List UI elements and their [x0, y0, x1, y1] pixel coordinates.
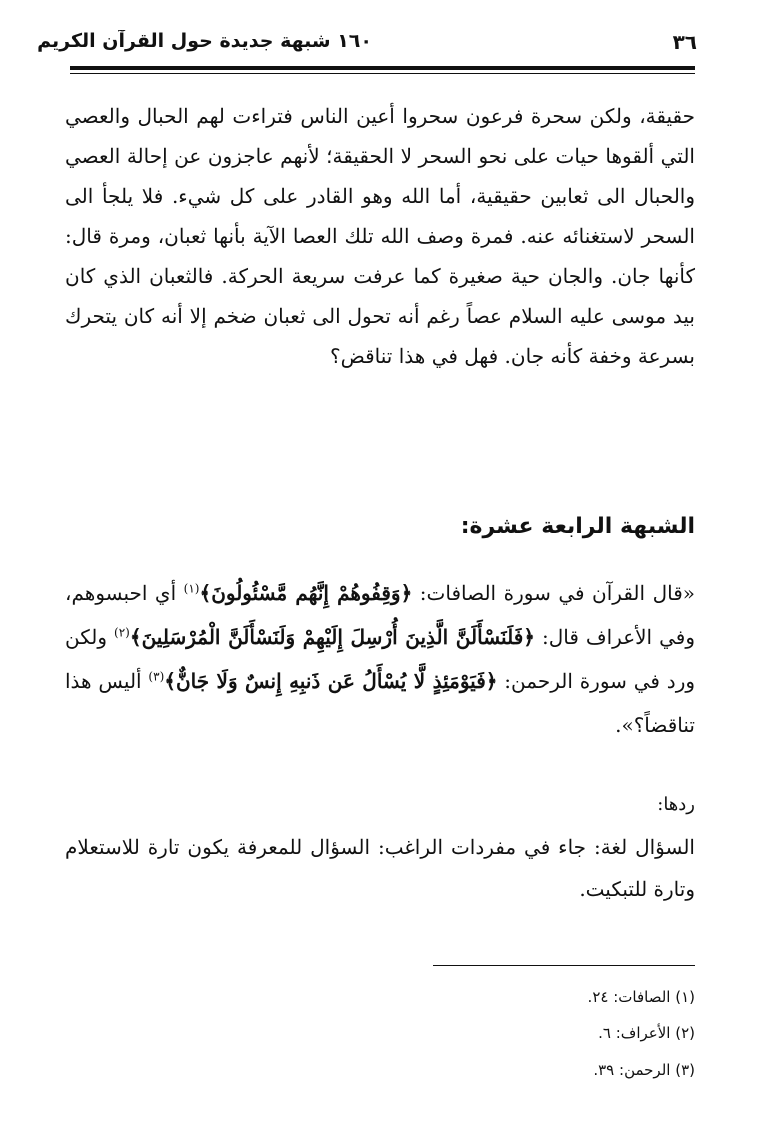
reply-label: ردها:: [657, 794, 695, 815]
footnote-marker-1: (١): [183, 581, 200, 596]
footnote-marker-2: (٢): [114, 625, 130, 640]
section-heading: الشبهة الرابعة عشرة:: [460, 514, 695, 539]
header-rule-thick: [70, 66, 695, 70]
footnote-separator: [433, 965, 695, 966]
footnote-1: (١) الصافات: ٢٤.: [587, 988, 695, 1006]
quote-paragraph: [65, 571, 695, 747]
header-rule-thin: [70, 73, 695, 74]
body-paragraph-4: السؤال لغة: جاء في مفردات الراغب: السؤال للمعرفة يكون تارة للاستعلام وتارة للتبكيت.: [65, 835, 695, 901]
quran-verse-2: ﴿فَلَنَسْأَلَنَّ الَّذِينَ أُرْسِلَ إِلَيْهِمْ وَلَنَسْأَلَنَّ الْمُرْسَلِينَ﴾: [129, 625, 535, 649]
quote-text-3: ولكن ورد في سورة الرحمن:: [65, 625, 696, 693]
page-number: ٣٦: [672, 30, 697, 54]
quote-text-2: أي احبسوهم، وفي الأعراف قال:: [65, 581, 696, 649]
body-paragraph-1: حقيقة، ولكن سحرة فرعون سحروا أعين الناس فتراءت لهم الحبال والعصي التي ألقوها حيات على نحو السحر لا الحقيقة؛ لأنهم عاجزون عن إحالة العصي والحبال الى ثعابين حقيقية، أما الله وهو القادر على كل شيء. فلا يلجأ الى السحر لاستغنائه عنه. فمرة وصف الله تلك العصا الآية بأنها ثعبان، ومرة قال: كأنها جان. والجان حية صغيرة كما عرفت سريعة الحركة. فالثعبان الذي كان بيد موسى عليه السلام عصاً رغم أنه تحول الى ثعبان ضخم إلا أنه كان يتحرك بسرعة وخفة كأنه جان. فهل في هذا تناقض؟: [65, 104, 696, 368]
footnote-marker-3: (٣): [148, 669, 165, 684]
running-header-title: ١٦٠ شبهة جديدة حول القرآن الكريم: [37, 30, 372, 52]
footnote-2: (٢) الأعراف: ٦.: [598, 1024, 695, 1042]
footnote-3: (٣) الرحمن: ٣٩.: [593, 1061, 695, 1079]
quote-open-text: «قال القرآن في سورة الصافات:: [412, 581, 695, 605]
quote-close-text: أليس هذا تناقضاً؟».: [65, 669, 695, 737]
quran-verse-1: ﴿وَقِفُوهُمْ إِنَّهُم مَّسْئُولُونَ﴾: [199, 581, 413, 605]
quran-verse-3: ﴿فَيَوْمَئِذٍ لَّا يُسْأَلُ عَن ذَنبِهِ إِنسٌ وَلَا جَانٌّ﴾: [164, 669, 498, 693]
